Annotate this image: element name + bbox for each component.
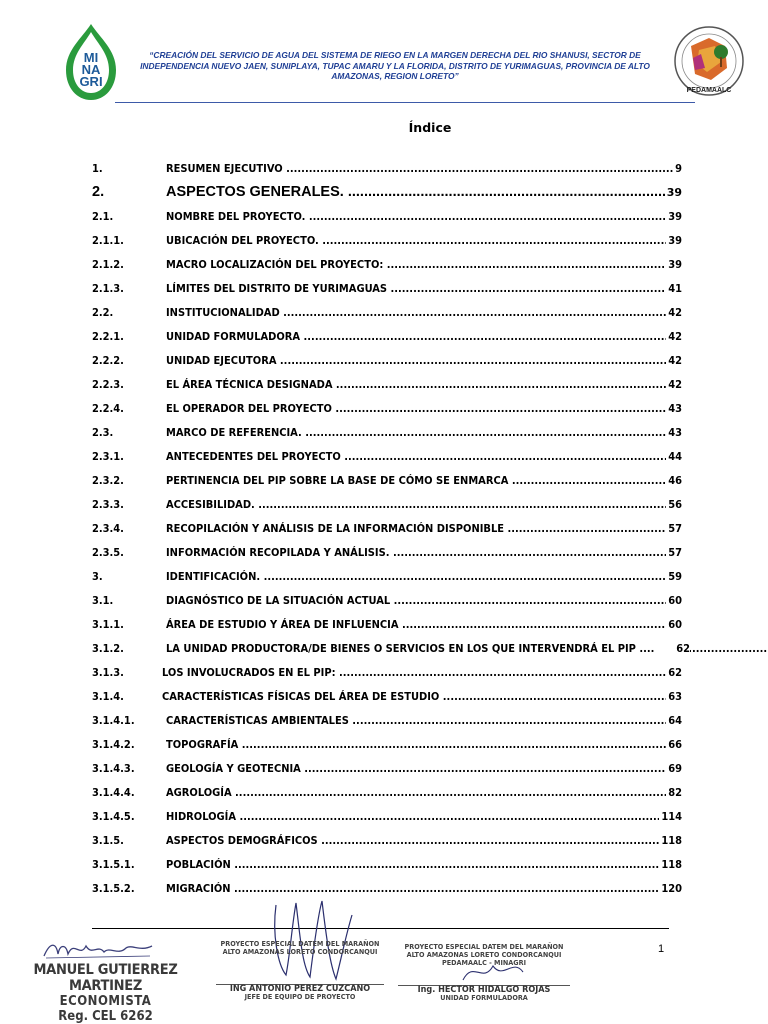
footer-divider — [92, 928, 669, 929]
minagri-logo-text-3: GRI — [79, 74, 103, 89]
toc-entry-page: 56 — [668, 498, 682, 511]
toc-entry-title: DIAGNÓSTICO DE LA SITUACIÓN ACTUAL ..... — [166, 594, 682, 607]
toc-entry-title: GEOLOGÍA Y GEOTECNIA ..... — [166, 762, 682, 775]
toc-entry-number: 1. — [92, 162, 103, 175]
toc-entry-page: 62 — [654, 642, 690, 655]
toc-entry-page: 46 — [668, 474, 682, 487]
toc-entry-number: 3.1.4.5. — [92, 810, 135, 823]
toc-entry[interactable] — [92, 834, 682, 848]
toc-entry[interactable] — [92, 786, 682, 800]
toc-entry-number: 2.1.3. — [92, 282, 124, 295]
toc-entry-number: 3.1.5.1. — [92, 858, 135, 871]
toc-entry-number: 2.2. — [92, 306, 114, 319]
toc-entry-number: 3.1.4.4. — [92, 786, 135, 799]
toc-entry-page: 39 — [666, 186, 682, 199]
toc-entry[interactable] — [92, 426, 682, 440]
toc-entry[interactable] — [92, 354, 682, 368]
toc-entry-page: 42 — [668, 378, 682, 391]
toc-entry-title: EL ÁREA TÉCNICA DESIGNADA ..... — [166, 378, 682, 391]
toc-entry[interactable] — [92, 690, 682, 704]
toc-entry-number: 3.1.5.2. — [92, 882, 135, 895]
toc-entry-title: HIDROLOGÍA ..... — [166, 810, 682, 823]
toc-entry-title: INFORMACIÓN RECOPILADA Y ANÁLISIS. ..... — [166, 546, 682, 559]
toc-entry-number: 2.2.4. — [92, 402, 124, 415]
toc-entry[interactable] — [92, 498, 682, 512]
toc-entry-number: 3.1.2. — [92, 642, 124, 655]
toc-entry[interactable] — [92, 642, 690, 656]
toc-entry-page: 9 — [675, 162, 682, 175]
toc-entry-number: 3.1.3. — [92, 666, 124, 679]
toc-entry-number: 3.1.4. — [92, 690, 124, 703]
toc-entry-title: IDENTIFICACIÓN. ..... — [166, 570, 682, 583]
toc-entry-title: LA UNIDAD PRODUCTORA/DE BIENES O SERVICIOS EN LOS QUE INTERVENDRÁ EL PIP ..... — [166, 642, 768, 655]
toc-entry-page: 39 — [668, 258, 682, 271]
toc-entry[interactable] — [92, 162, 682, 176]
toc-entry-page: 66 — [668, 738, 682, 751]
toc-entry-page: 59 — [668, 570, 682, 583]
toc-entry-page: 39 — [668, 234, 682, 247]
toc-entry-title: ASPECTOS DEMOGRÁFICOS ..... — [166, 834, 682, 847]
toc-entry[interactable] — [92, 330, 682, 344]
toc-entry-title: ÁREA DE ESTUDIO Y ÁREA DE INFLUENCIA ..... — [166, 618, 682, 631]
toc-entry[interactable] — [92, 474, 682, 488]
stamp-formulator-org: PROYECTO ESPECIAL DATEM DEL MARAÑON ALTO AMAZONAS LORETO CONDORCANQUI PEDAMAALC - MINAGRI — [404, 942, 564, 967]
toc-entry-number: 2.1. — [92, 210, 114, 223]
toc-entry-title: MACRO LOCALIZACIÓN DEL PROYECTO: ..... — [166, 258, 682, 271]
stamp-formulator-name: Ing. HECTOR HIDALGO ROJAS — [398, 985, 570, 994]
stamp-project-head — [216, 940, 384, 1001]
project-title: “CREACIÓN DEL SERVICIO DE AGUA DEL SISTEMA DE RIEGO EN LA MARGEN DERECHA DEL RIO SHANUSI, SECTOR DE INDEPENDENCIA NUEVO JAEN, SUNIPLAYA, TUPAC AMARU Y LA FLORIDA, DISTRITO DE YURIMAGUAS, PROVINCIA DE ALTO AMAZONAS, REGION LORETO” — [140, 50, 650, 81]
stamp-economist-reg: Reg. CEL 6262 — [58, 1009, 153, 1024]
stamp-formulator-role: UNIDAD FORMULADORA — [440, 993, 528, 1002]
toc-entry-number: 3.1. — [92, 594, 114, 607]
toc-entry-number: 2.3.5. — [92, 546, 124, 559]
toc-entry-title: CARACTERÍSTICAS AMBIENTALES ..... — [166, 714, 682, 727]
toc-entry[interactable] — [92, 882, 682, 896]
toc-entry-title: MIGRACIÓN ..... — [166, 882, 682, 895]
toc-entry-page: 43 — [668, 426, 682, 439]
toc-entry-title: POBLACIÓN ..... — [166, 858, 682, 871]
pedamaalc-logo — [671, 24, 747, 98]
toc-entry-number: 2.2.2. — [92, 354, 124, 367]
toc-entry[interactable] — [92, 210, 682, 224]
page-title: Índice — [408, 120, 452, 135]
toc-entry-page: 42 — [668, 330, 682, 343]
toc-entry-title: ANTECEDENTES DEL PROYECTO ..... — [166, 450, 682, 463]
minagri-logo — [62, 22, 120, 102]
toc-entry-number: 2.3.3. — [92, 498, 124, 511]
toc-entry-title: LOS INVOLUCRADOS EN EL PIP: ..... — [162, 666, 682, 679]
toc-entry-page: 69 — [668, 762, 682, 775]
toc-entry-number: 3. — [92, 570, 103, 583]
toc-entry[interactable] — [92, 184, 682, 201]
toc-entry[interactable] — [92, 522, 682, 536]
toc-entry-page: 57 — [668, 522, 682, 535]
toc-entry-page: 118 — [661, 858, 682, 871]
toc-entry[interactable] — [92, 714, 682, 728]
toc-entry-title: NOMBRE DEL PROYECTO. ..... — [166, 210, 682, 223]
toc-entry-number: 2.3. — [92, 426, 114, 439]
toc-entry-page: 39 — [668, 210, 682, 223]
stamp-economist-name: MANUEL GUTIERREZ MARTINEZ — [33, 962, 178, 994]
stamp-project-head-org: PROYECTO ESPECIAL DATEM DEL MARAÑON ALTO AMAZONAS LORETO CONDORCANQUI — [220, 939, 380, 956]
toc-entry[interactable] — [92, 234, 682, 248]
toc-entry-page: 118 — [661, 834, 682, 847]
toc-entry[interactable] — [92, 618, 682, 632]
toc-entry[interactable] — [92, 378, 682, 392]
toc-entry-page: 63 — [668, 690, 682, 703]
toc-entry-title: UBICACIÓN DEL PROYECTO. ..... — [166, 234, 682, 247]
toc-entry-title: ASPECTOS GENERALES. ..... — [166, 184, 682, 200]
toc-entry-number: 2.1.1. — [92, 234, 124, 247]
toc-entry-number: 3.1.4.3. — [92, 762, 135, 775]
page-number: 1 — [658, 943, 665, 955]
toc-entry-number: 2.3.2. — [92, 474, 124, 487]
toc-entry-title: AGROLOGÍA ..... — [166, 786, 682, 799]
toc-entry-number: 2.1.2. — [92, 258, 124, 271]
toc-entry[interactable] — [92, 450, 682, 464]
stamp-project-head-name: ING ANTONIO PEREZ CUZCANO — [216, 984, 384, 993]
toc-entry-number: 2.2.3. — [92, 378, 124, 391]
toc-entry-title: MARCO DE REFERENCIA. ..... — [166, 426, 682, 439]
toc-entry-title: RECOPILACIÓN Y ANÁLISIS DE LA INFORMACIÓN DISPONIBLE ..... — [166, 522, 682, 535]
toc-entry[interactable] — [92, 666, 682, 680]
toc-entry-number: 3.1.5. — [92, 834, 124, 847]
toc-entry-title: TOPOGRAFÍA ..... — [166, 738, 682, 751]
toc-entry[interactable] — [92, 546, 682, 560]
toc-entry-page: 41 — [668, 282, 682, 295]
stamp-project-head-role: JEFE DE EQUIPO DE PROYECTO — [244, 992, 356, 1001]
toc-entry-title: CARACTERÍSTICAS FÍSICAS DEL ÁREA DE ESTUDIO ..... — [162, 690, 682, 703]
toc-entry[interactable] — [92, 306, 682, 320]
toc-entry-page: 57 — [668, 546, 682, 559]
toc-entry-title: RESUMEN EJECUTIVO ..... — [166, 162, 682, 175]
toc-entry-number: 2.3.1. — [92, 450, 124, 463]
toc-entry-page: 62 — [668, 666, 682, 679]
toc-entry-number: 2.3.4. — [92, 522, 124, 535]
header-divider — [115, 102, 695, 103]
toc-entry-page: 42 — [668, 354, 682, 367]
toc-entry[interactable] — [92, 762, 682, 776]
toc-entry-number: 3.1.4.2. — [92, 738, 135, 751]
toc-entry-page: 43 — [668, 402, 682, 415]
toc-entry[interactable] — [92, 282, 682, 296]
toc-entry[interactable] — [92, 858, 682, 872]
toc-entry-title: INSTITUCIONALIDAD ..... — [166, 306, 682, 319]
toc-entry-title: UNIDAD EJECUTORA ..... — [166, 354, 682, 367]
minagri-logo-text-1: MI — [83, 50, 99, 65]
toc-entry-title: LÍMITES DEL DISTRITO DE YURIMAGUAS ..... — [166, 282, 682, 295]
toc-entry[interactable] — [92, 594, 682, 608]
toc-entry-title: PERTINENCIA DEL PIP SOBRE LA BASE DE CÓMO SE ENMARCA ..... — [166, 474, 682, 487]
minagri-logo-text-2: NA — [81, 62, 101, 77]
toc-entry-page: 44 — [668, 450, 682, 463]
toc-entry[interactable] — [92, 810, 682, 824]
toc-entry-number: 3.1.4.1. — [92, 714, 135, 727]
toc-entry-title: EL OPERADOR DEL PROYECTO ..... — [166, 402, 682, 415]
toc-entry-page: 82 — [668, 786, 682, 799]
toc-entry-page: 42 — [668, 306, 682, 319]
toc-entry-page: 64 — [668, 714, 682, 727]
pedamaalc-logo-text: PEDAMAALC — [686, 87, 732, 94]
toc-entry-title: ACCESIBILIDAD. ..... — [166, 498, 682, 511]
stamp-formulator — [398, 943, 570, 1002]
toc-entry[interactable] — [92, 738, 682, 752]
toc-entry[interactable] — [92, 258, 682, 272]
toc-entry-title: UNIDAD FORMULADORA ..... — [166, 330, 682, 343]
toc-entry-page: 60 — [668, 594, 682, 607]
stamp-economist — [18, 936, 193, 1024]
toc-entry-page: 60 — [668, 618, 682, 631]
toc-entry[interactable] — [92, 570, 682, 584]
toc-entry-number: 3.1.1. — [92, 618, 124, 631]
stamp-economist-title: ECONOMISTA — [59, 994, 152, 1009]
toc-entry-number: 2.2.1. — [92, 330, 124, 343]
toc-entry-page: 120 — [661, 882, 682, 895]
toc-entry-page: 114 — [661, 810, 682, 823]
toc-entry[interactable] — [92, 402, 682, 416]
toc-entry-number: 2. — [92, 184, 105, 200]
